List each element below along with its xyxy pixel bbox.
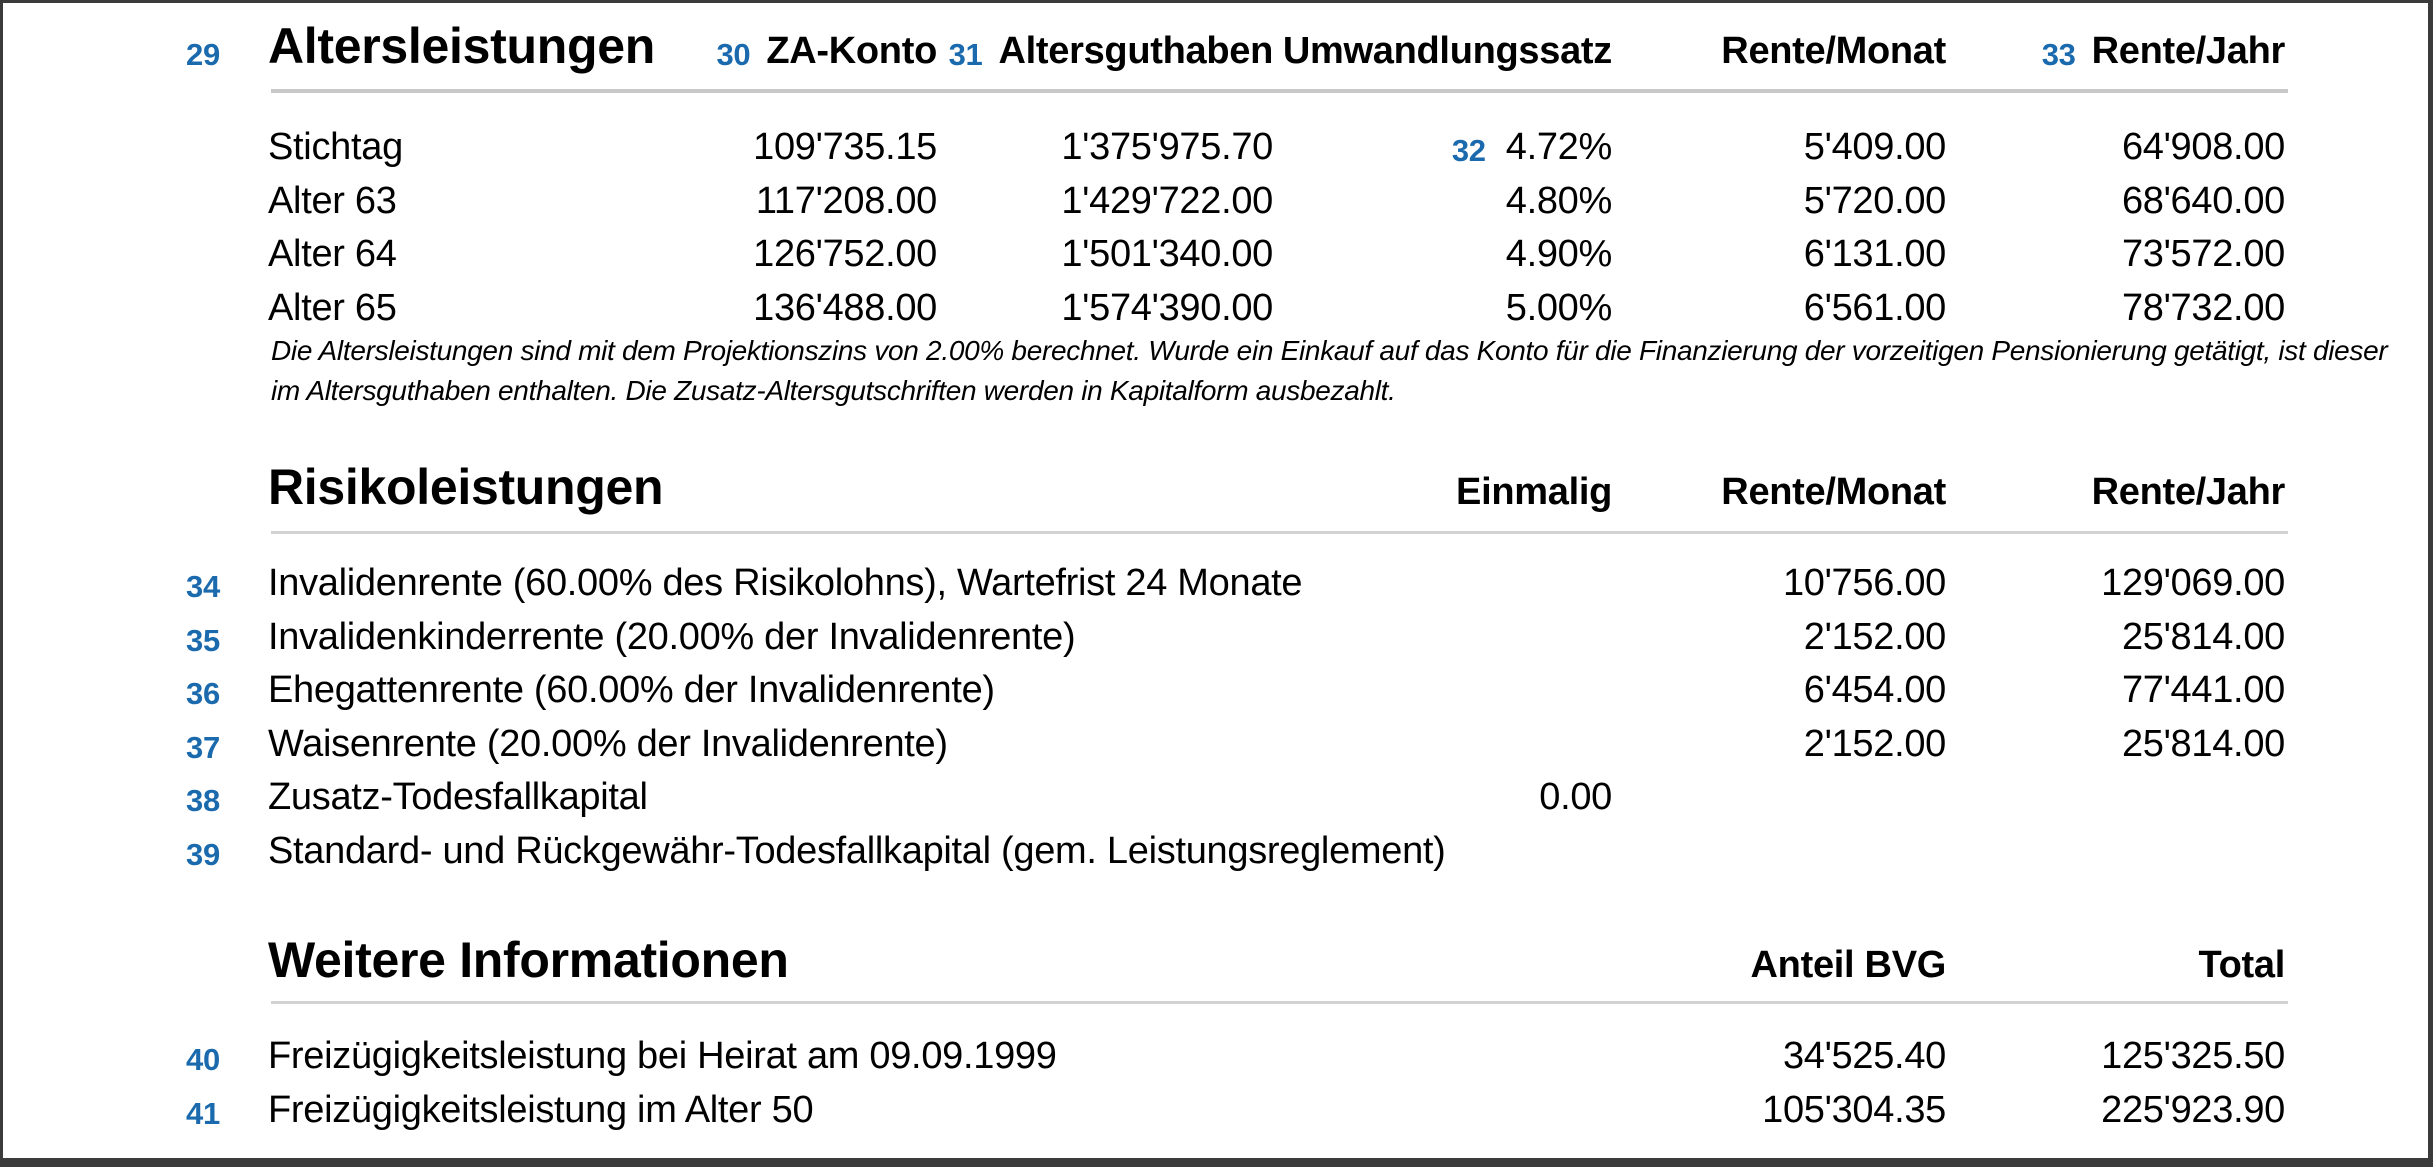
rente-jahr-header-cell xyxy=(1946,17,2285,80)
risikoleistungen-divider xyxy=(271,531,2288,534)
table-row-freizuegigkeit-alter-50 xyxy=(170,1083,2285,1137)
table-row-invalidenkinderrente xyxy=(170,611,2285,665)
rente-monat-value: 2'152.00 xyxy=(1803,722,1946,765)
altersleistungen-footnote xyxy=(271,331,2387,411)
ref-number-39: 39 xyxy=(186,836,220,872)
row-label: Freizügigkeitsleistung im Alter 50 xyxy=(268,1088,814,1131)
rente-monat-value: 6'561.00 xyxy=(1803,286,1946,329)
footnote-line-2: im Altersguthaben enthalten. Die Zusatz-Altersgutschriften werden in Kapitalform ausbezahlt. xyxy=(271,375,1396,406)
rente-jahr-value: 77'441.00 xyxy=(2121,669,2285,712)
altersguthaben-header-cell xyxy=(937,17,1273,80)
ref-number-37: 37 xyxy=(186,729,220,765)
section-title-risikoleistungen: Risikoleistungen xyxy=(268,459,664,515)
ref-cell xyxy=(170,771,268,825)
ref-cell xyxy=(170,1029,268,1083)
table-row-freizuegigkeit-heirat xyxy=(170,1029,2285,1083)
umwandlungssatz-value xyxy=(1273,121,1612,175)
rente-jahr-value: 78'732.00 xyxy=(2121,286,2285,329)
row-label: Invalidenrente (60.00% des Risikolohns), Wartefrist 24 Monate xyxy=(268,562,1303,605)
row-label: Ehegattenrente (60.00% der Invalidenrente) xyxy=(268,669,995,712)
rente-monat-value xyxy=(1612,771,1946,825)
rente-jahr-value xyxy=(1946,825,2285,879)
rente-jahr-value: 25'814.00 xyxy=(2121,615,2285,658)
anteil-bvg-header-cell xyxy=(1300,931,1946,994)
ref-number-31: 31 xyxy=(948,37,983,72)
einmalig-value xyxy=(1300,718,1612,772)
za-konto-value: 117'208.00 xyxy=(755,179,937,222)
altersguthaben-value: 1'429'722.00 xyxy=(1061,179,1273,222)
ref-number-36: 36 xyxy=(186,676,220,712)
altersleistungen-header xyxy=(170,17,2285,80)
rente-jahr-value: 73'572.00 xyxy=(2121,233,2285,276)
table-row-zusatz-todesfallkapital xyxy=(170,771,2285,825)
column-header-total: Total xyxy=(2198,944,2285,986)
total-value: 225'923.90 xyxy=(2101,1088,2285,1131)
weitere-informationen-header-row xyxy=(170,931,2285,994)
anteil-bvg-value: 105'304.35 xyxy=(1762,1088,1946,1131)
ref-29-cell xyxy=(170,17,268,80)
column-header-einmalig: Einmalig xyxy=(1456,471,1612,513)
ref-cell xyxy=(170,282,268,336)
einmalig-value xyxy=(1300,611,1612,665)
altersguthaben-value: 1'574'390.00 xyxy=(1061,286,1273,329)
risikoleistungen-title-cell xyxy=(268,458,1300,521)
rente-monat-header-cell xyxy=(1612,17,1946,80)
column-header-umwandlungssatz: Umwandlungssatz xyxy=(1282,30,1612,72)
table-row-invalidenrente xyxy=(170,557,2285,611)
ref-number-33: 33 xyxy=(2041,37,2076,72)
altersguthaben-value: 1'375'975.70 xyxy=(1061,126,1273,169)
rente-monat-value: 6'454.00 xyxy=(1803,669,1946,712)
rente-monat-value: 6'131.00 xyxy=(1803,233,1946,276)
ref-cell xyxy=(170,557,268,611)
risikoleistungen-header-row xyxy=(170,458,2285,521)
umwandlungssatz-value: 4.90% xyxy=(1505,233,1612,276)
altersleistungen-divider xyxy=(271,89,2288,93)
ref-number-38: 38 xyxy=(186,783,220,819)
anteil-bvg-value: 34'525.40 xyxy=(1782,1034,1946,1077)
total-value: 125'325.50 xyxy=(2101,1034,2285,1077)
column-header-za-konto: ZA-Konto xyxy=(766,30,937,72)
rente-monat-value xyxy=(1612,825,1946,879)
umwandlungssatz-value: 5.00% xyxy=(1505,286,1612,329)
weitere-informationen-title-cell xyxy=(268,931,1300,994)
ref-cell xyxy=(170,931,268,994)
za-konto-value: 109'735.15 xyxy=(753,126,937,169)
column-header-rente-monat: Rente/Monat xyxy=(1721,471,1946,513)
altersleistungen-table xyxy=(170,121,2285,335)
row-label: Invalidenkinderrente (20.00% der Invalidenrente) xyxy=(268,615,1076,658)
rente-monat-value: 10'756.00 xyxy=(1782,562,1946,605)
ref-cell xyxy=(170,1083,268,1137)
section-title-weitere-informationen: Weitere Informationen xyxy=(268,932,789,988)
table-row-ehegattenrente xyxy=(170,664,2285,718)
ref-cell xyxy=(170,228,268,282)
column-header-rente-monat: Rente/Monat xyxy=(1721,30,1946,72)
umwandlungssatz-value: 4.80% xyxy=(1505,179,1612,222)
column-header-rente-jahr: Rente/Jahr xyxy=(2091,30,2285,72)
ref-number-40: 40 xyxy=(186,1041,220,1077)
column-header-altersguthaben: Altersguthaben xyxy=(998,30,1273,72)
ref-number-32: 32 xyxy=(1451,133,1486,169)
ref-number-29: 29 xyxy=(186,37,220,72)
umwandlungssatz-number: 4.72% xyxy=(1505,126,1612,169)
einmalig-value xyxy=(1300,664,1612,718)
table-row-alter-64 xyxy=(170,228,2285,282)
za-konto-value: 126'752.00 xyxy=(753,233,937,276)
einmalig-header-cell xyxy=(1300,458,1612,521)
za-konto-value: 136'488.00 xyxy=(753,286,937,329)
row-label: Standard- und Rückgewähr-Todesfallkapital (gem. Leistungsreglement) xyxy=(268,829,1446,872)
umwandlungssatz-header-cell xyxy=(1273,17,1612,80)
row-label: Alter 65 xyxy=(268,286,397,329)
rente-jahr-value: 129'069.00 xyxy=(2101,562,2285,605)
ref-cell xyxy=(170,611,268,665)
rente-jahr-value xyxy=(1946,771,2285,825)
ref-number-30: 30 xyxy=(716,37,751,72)
table-row-alter-63 xyxy=(170,175,2285,229)
column-header-anteil-bvg: Anteil BVG xyxy=(1750,944,1946,986)
ref-number-41: 41 xyxy=(186,1095,220,1131)
altersleistungen-header-row xyxy=(170,17,2285,80)
rente-jahr-value: 64'908.00 xyxy=(2121,126,2285,169)
rente-monat-header-cell xyxy=(1612,458,1946,521)
weitere-informationen-header xyxy=(170,931,2285,994)
einmalig-value: 0.00 xyxy=(1539,776,1612,819)
ref-cell xyxy=(170,664,268,718)
risikoleistungen-table xyxy=(170,557,2285,878)
ref-cell xyxy=(170,175,268,229)
ref-cell xyxy=(170,718,268,772)
ref-number-35: 35 xyxy=(186,622,220,658)
rente-jahr-value: 25'814.00 xyxy=(2121,722,2285,765)
rente-monat-value: 5'720.00 xyxy=(1803,179,1946,222)
row-label: Stichtag xyxy=(268,126,403,169)
za-konto-header-cell xyxy=(698,17,937,80)
table-row-waisenrente xyxy=(170,718,2285,772)
column-header-rente-jahr: Rente/Jahr xyxy=(2091,471,2285,513)
footnote-line-1: Die Altersleistungen sind mit dem Projektionszins von 2.00% berechnet. Wurde ein Einkauf auf das Konto für die Finanzierung der vorzeitigen Pensionierung getätigt, ist dieser xyxy=(271,335,2388,366)
table-row-stichtag xyxy=(170,121,2285,175)
rente-jahr-value: 68'640.00 xyxy=(2121,179,2285,222)
total-header-cell xyxy=(1946,931,2285,994)
row-label: Alter 64 xyxy=(268,233,397,276)
rente-monat-value: 5'409.00 xyxy=(1803,126,1946,169)
weitere-informationen-divider xyxy=(271,1001,2288,1004)
ref-cell xyxy=(170,825,268,879)
section-title-altersleistungen: Altersleistungen xyxy=(268,18,655,74)
row-label: Waisenrente (20.00% der Invalidenrente) xyxy=(268,722,948,765)
einmalig-value xyxy=(1300,557,1612,611)
altersleistungen-title-cell xyxy=(268,17,698,80)
ref-cell xyxy=(170,458,268,521)
rente-monat-value: 2'152.00 xyxy=(1803,615,1946,658)
table-row-standard-todesfallkapital xyxy=(170,825,2285,879)
rente-jahr-header-cell xyxy=(1946,458,2285,521)
row-label: Alter 63 xyxy=(268,179,397,222)
risikoleistungen-header xyxy=(170,458,2285,521)
altersguthaben-value: 1'501'340.00 xyxy=(1061,233,1273,276)
row-label: Freizügigkeitsleistung bei Heirat am 09.09.1999 xyxy=(268,1034,1057,1077)
weitere-informationen-table xyxy=(170,1029,2285,1137)
row-label: Zusatz-Todesfallkapital xyxy=(268,776,648,819)
table-row-alter-65 xyxy=(170,282,2285,336)
ref-cell xyxy=(170,121,268,175)
ref-number-34: 34 xyxy=(186,569,220,605)
